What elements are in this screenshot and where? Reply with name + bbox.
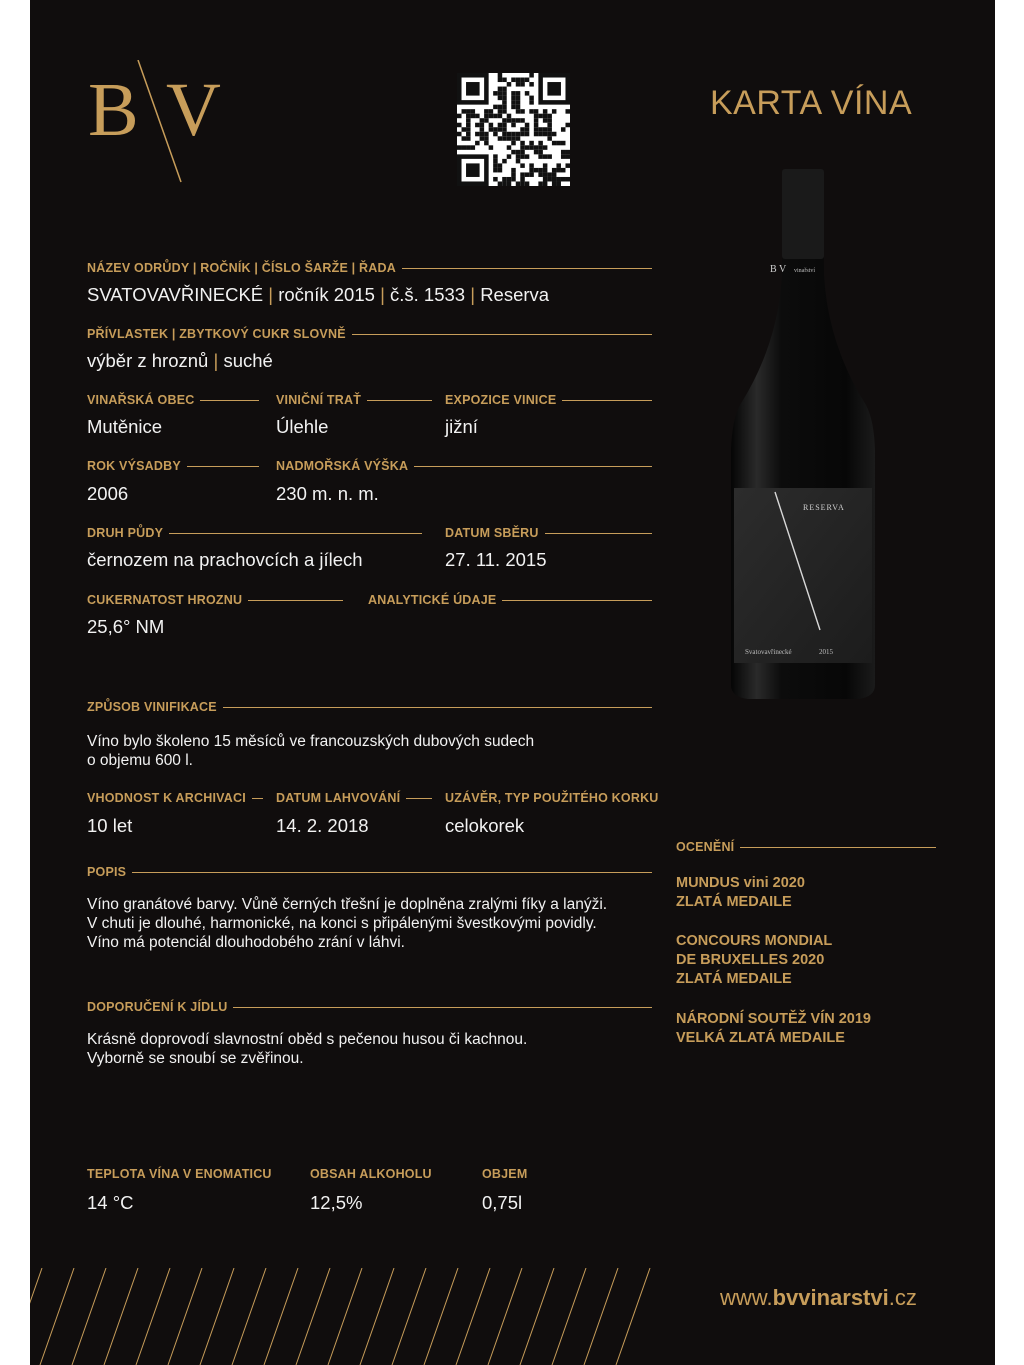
wine-bottle-image (718, 165, 888, 705)
teplota-value: 14 °C (87, 1192, 134, 1213)
lahvovani-value: 14. 2. 2018 (276, 815, 369, 836)
decorative-stripes (30, 1268, 670, 1365)
archivace-value: 10 let (87, 815, 133, 836)
sber-value: 27. 11. 2015 (445, 549, 547, 570)
obec-label: VINAŘSKÁ OBEC (87, 393, 259, 407)
sber-label: DATUM SBĚRU (445, 526, 652, 540)
archivace-label: VHODNOST K ARCHIVACI (87, 791, 263, 805)
attribute-value: výběr z hroznů | suché (87, 350, 273, 371)
jidlo-label: DOPORUČENÍ K JÍDLU (87, 1000, 652, 1014)
qr-code-icon[interactable] (457, 73, 570, 186)
vinifikace-text: Víno bylo školeno 15 měsíců ve francouzských dubových sudech o objemu 600 l. (87, 733, 535, 769)
obec-value: Mutěnice (87, 416, 163, 437)
bottle-series-label: RESERVA (803, 503, 845, 512)
cukernatost-value: 25,6° NM (87, 616, 165, 637)
page-title: KARTA VÍNA (710, 84, 913, 122)
variety-value: SVATOVAVŘINECKÉ | ročník 2015 | č.š. 1533 | Reserva (87, 284, 550, 305)
bottle-year-label: 2015 (819, 648, 833, 656)
puda-value: černozem na prachovcích a jílech (87, 549, 363, 570)
vinifikace-label: ZPŮSOB VINIFIKACE (87, 700, 652, 714)
objem-value: 0,75l (482, 1192, 523, 1213)
vysadba-label: ROK VÝSADBY (87, 459, 259, 473)
bottle-brand-label: B V (770, 264, 787, 275)
brand-logo (86, 60, 236, 184)
attribute-label: PŘÍVLASTEK | ZBYTKOVÝ CUKR SLOVNĚ (87, 327, 652, 341)
popis-text: Víno granátové barvy. Vůně černých třešní je doplněna zralými fíky a lanýži. V chuti je dlouhé, harmonické, na konci s připálenými švestkovými povidly. Víno má potenciál dlouhodobého zrání v láhvi. (87, 896, 608, 951)
website-link[interactable]: www.bvvinarstvi.cz (720, 1285, 917, 1310)
bottle-brand-small-label: vinařství (794, 268, 815, 274)
expozice-value: jižní (445, 416, 478, 437)
analyticke-label: ANALYTICKÉ ÚDAJE (368, 593, 652, 607)
wine-card (30, 0, 995, 1365)
logo-letter-b: B (88, 68, 139, 152)
teplota-label: TEPLOTA VÍNA V ENOMATICU (87, 1167, 272, 1181)
trat-label: VINIČNÍ TRAŤ (276, 393, 432, 407)
popis-label: POPIS (87, 865, 652, 879)
alkohol-label: OBSAH ALKOHOLU (310, 1167, 432, 1181)
vyska-value: 230 m. n. m. (276, 483, 379, 504)
cukernatost-label: CUKERNATOST HROZNU (87, 593, 343, 607)
award-item: CONCOURS MONDIAL DE BRUXELLES 2020 ZLATÁ MEDAILE (676, 933, 833, 987)
bottle-name-label: Svatovavřinecké (745, 648, 792, 656)
trat-value: Úlehle (276, 416, 329, 437)
award-item: NÁRODNÍ SOUTĚŽ VÍN 2019 VELKÁ ZLATÁ MEDAILE (676, 1011, 871, 1046)
puda-label: DRUH PŮDY (87, 526, 422, 540)
vyska-label: NADMOŘSKÁ VÝŠKA (276, 459, 652, 473)
lahvovani-label: DATUM LAHVOVÁNÍ (276, 791, 432, 805)
oceneni-label: OCENĚNÍ (676, 840, 936, 854)
variety-label: NÁZEV ODRŮDY | ROČNÍK | ČÍSLO ŠARŽE | ŘADA (87, 261, 652, 275)
jidlo-text: Krásně doprovodí slavnostní oběd s pečenou husou či kachnou. Vyborně se snoubí se zvěřinou. (87, 1031, 528, 1067)
uzaver-value: celokorek (445, 815, 525, 836)
alkohol-value: 12,5% (310, 1192, 363, 1213)
expozice-label: EXPOZICE VINICE (445, 393, 652, 407)
award-item: MUNDUS vini 2020 ZLATÁ MEDAILE (676, 875, 805, 910)
objem-label: OBJEM (482, 1167, 528, 1181)
logo-letter-v: V (166, 68, 221, 152)
uzaver-label: UZÁVĚR, TYP POUŽITÉHO KORKU (445, 791, 659, 805)
vysadba-value: 2006 (87, 483, 129, 504)
